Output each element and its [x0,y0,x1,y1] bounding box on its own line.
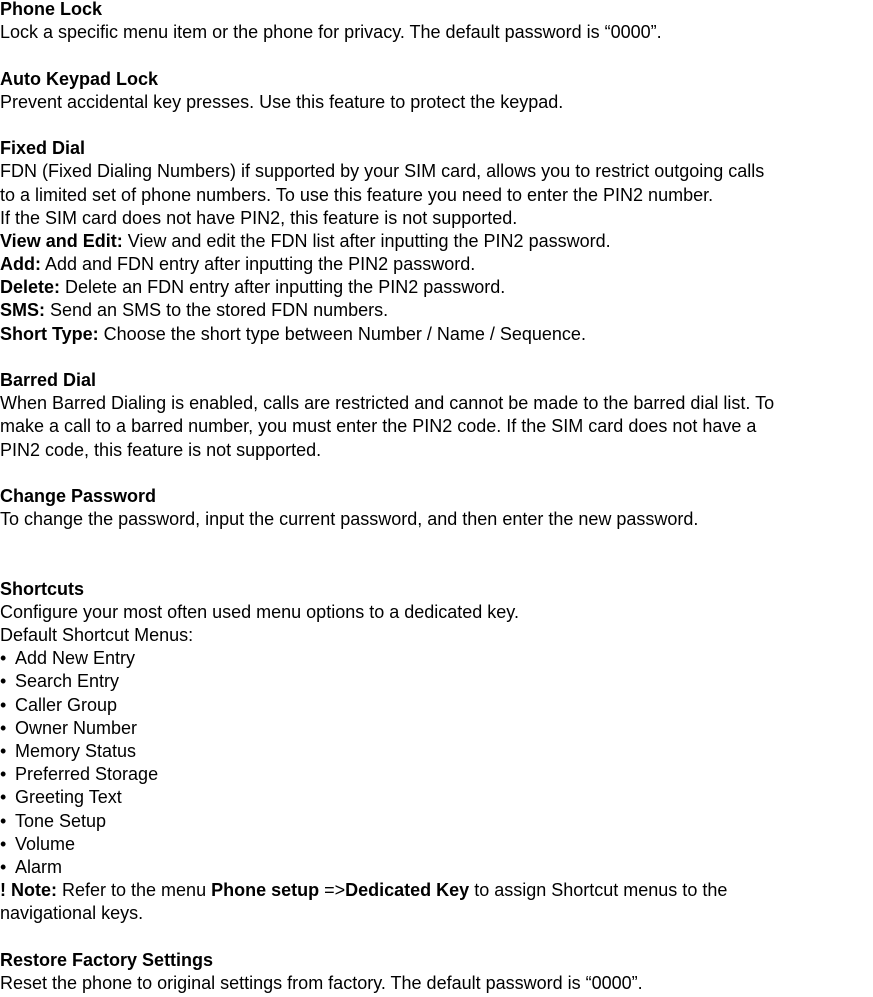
list-item-text: Alarm [15,856,63,877]
phone-lock-text: Lock a specific menu item or the phone for privacy. The default password is “0000”. [0,22,662,43]
auto-keypad-lock-heading: Auto Keypad Lock [0,68,159,89]
bullet-icon: • [0,741,7,762]
list-item-text: Search Entry [15,671,120,692]
note-text-2: to assign Shortcut menus to the [469,880,728,901]
bullet-icon: • [0,787,7,808]
item-label: Add: [0,254,41,275]
list-item [0,740,873,763]
list-item [0,647,873,670]
change-password-text: To change the password, input the current password, and then enter the new password. [0,509,699,530]
list-item-text: Owner Number [15,717,138,738]
list-item-text: Preferred Storage [15,764,159,785]
fixed-dial-item-view-edit [0,230,873,253]
list-item-text: Tone Setup [15,810,107,831]
item-text: Add and FDN entry after inputting the PIN2 password. [40,254,476,275]
shortcuts-default-label: Default Shortcut Menus: [0,625,194,646]
list-item-text: Memory Status [15,741,137,762]
list-item [0,810,873,833]
phone-lock-heading: Phone Lock [0,0,103,19]
list-item [0,763,873,786]
item-label: View and Edit: [0,230,123,251]
barred-dial-text-1: When Barred Dialing is enabled, calls are restricted and cannot be made to the barred dial list. To [0,393,775,414]
bullet-icon: • [0,810,7,831]
list-item-text: Caller Group [15,694,118,715]
item-label: Short Type: [0,323,99,344]
note-text: Refer to the menu [57,880,212,901]
bullet-icon: • [0,694,7,715]
bullet-icon: • [0,717,7,738]
fixed-dial-item-add [0,253,873,276]
fixed-dial-text-2: to a limited set of phone numbers. To use this feature you need to enter the PIN2 number. [0,184,714,205]
bullet-icon: • [0,648,7,669]
bullet-icon: • [0,856,7,877]
list-item [0,717,873,740]
list-item [0,670,873,693]
fixed-dial-item-sms [0,299,873,322]
list-item-text: Volume [15,833,76,854]
shortcuts-heading: Shortcuts [0,578,85,599]
item-text: Choose the short type between Number / Name / Sequence. [98,323,586,344]
change-password-heading: Change Password [0,485,157,506]
auto-keypad-lock-text: Prevent accidental key presses. Use this feature to protect the keypad. [0,91,564,112]
barred-dial-text-2: make a call to a barred number, you must enter the PIN2 code. If the SIM card does not have a [0,416,757,437]
note-menu: Phone setup [211,880,320,901]
fixed-dial-text-3: If the SIM card does not have PIN2, this feature is not supported. [0,207,518,228]
shortcuts-note [0,879,873,902]
list-item [0,786,873,809]
bullet-icon: • [0,833,7,854]
item-text: Send an SMS to the stored FDN numbers. [45,300,389,321]
note-label: ! Note: [0,880,57,901]
list-item-text: Add New Entry [15,648,136,669]
shortcuts-intro: Configure your most often used menu options to a dedicated key. [0,601,519,622]
bullet-icon: • [0,671,7,692]
list-item-text: Greeting Text [15,787,122,808]
fixed-dial-item-short-type [0,323,873,346]
item-text: View and edit the FDN list after inputting the PIN2 password. [122,230,611,251]
fixed-dial-item-delete [0,276,873,299]
list-item [0,856,873,879]
barred-dial-heading: Barred Dial [0,370,97,390]
barred-dial-text-3: PIN2 code, this feature is not supported. [0,439,322,460]
fixed-dial-heading: Fixed Dial [0,138,86,159]
item-label: Delete: [0,277,61,298]
item-text: Delete an FDN entry after inputting the PIN2 password. [60,277,506,298]
restore-heading: Restore Factory Settings [0,949,214,970]
item-label: SMS: [0,300,45,321]
restore-text: Reset the phone to original settings from factory. The default password is “0000”. [0,972,643,993]
note-key: Dedicated Key [345,880,470,901]
bullet-icon: • [0,764,7,785]
fixed-dial-text-1: FDN (Fixed Dialing Numbers) if supported by your SIM card, allows you to restrict outgoing calls [0,161,765,182]
list-item [0,694,873,717]
note-arrow: => [319,880,346,901]
shortcuts-note-line-2: navigational keys. [0,903,144,924]
list-item [0,833,873,856]
